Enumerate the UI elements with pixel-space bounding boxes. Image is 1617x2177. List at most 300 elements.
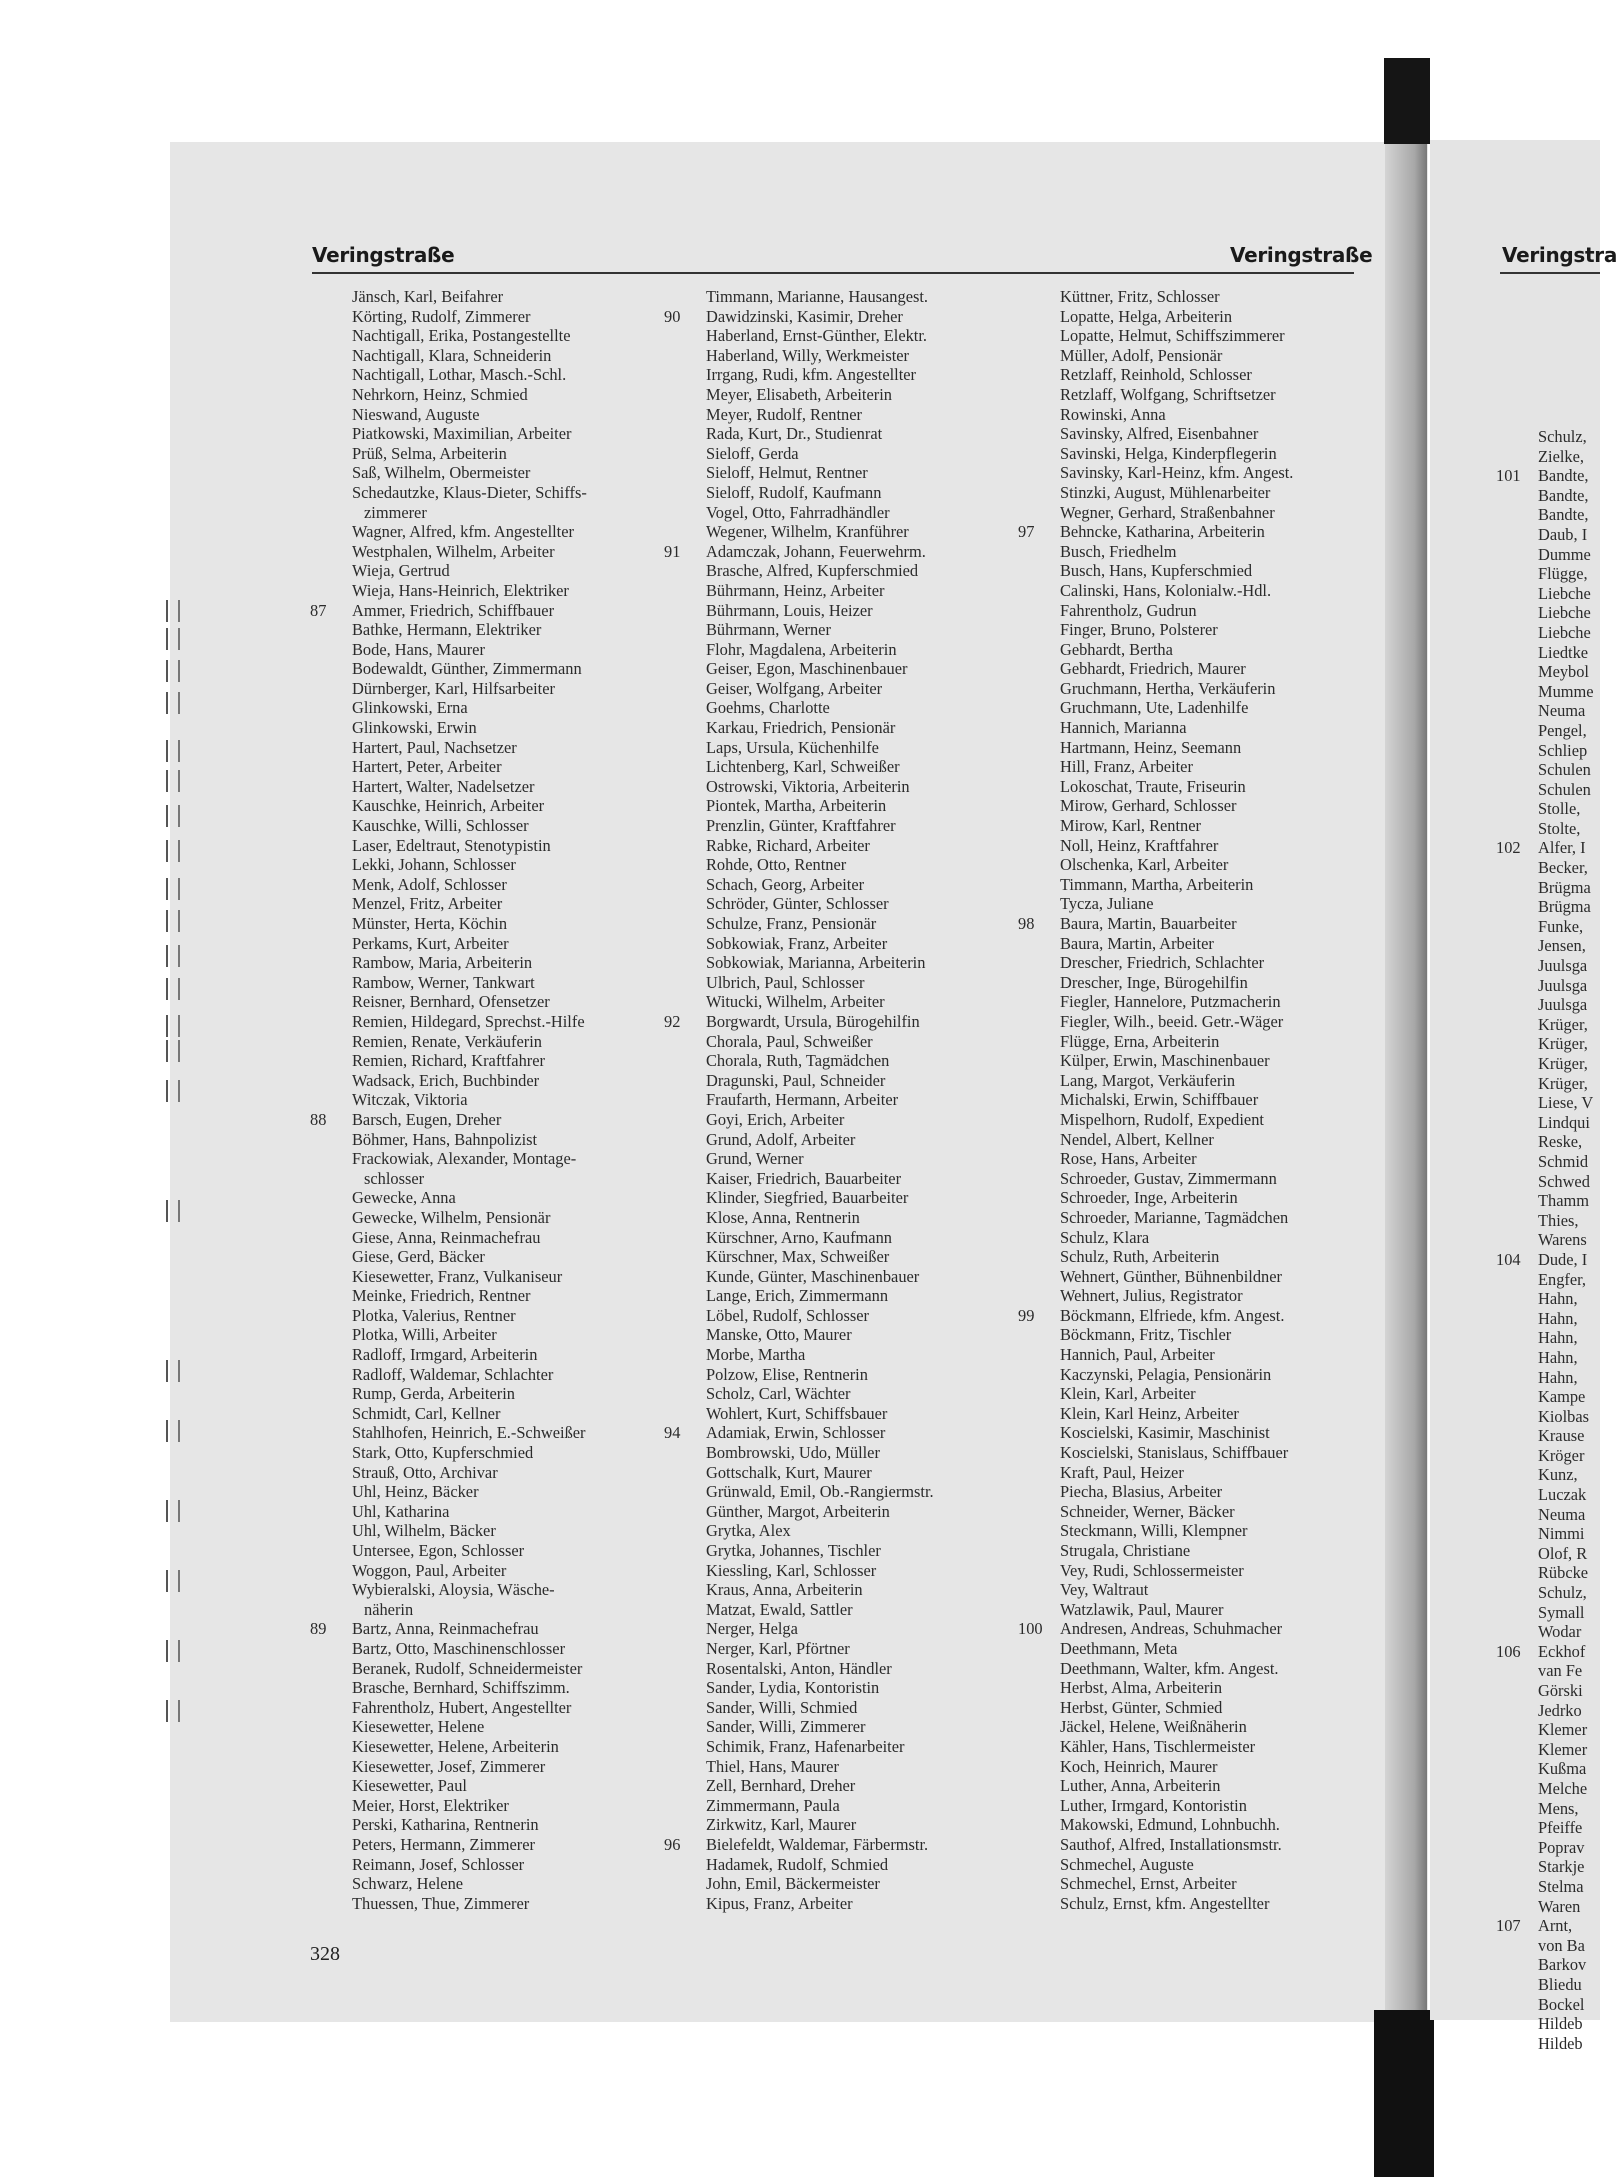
resident-entry: Reimann, Josef, Schlosser [352,1854,525,1874]
list-item [310,1267,680,1287]
resident-entry: zimmerer [364,502,427,522]
resident-entry: Juulsga [1538,975,1588,995]
list-item [1018,1188,1368,1208]
resident-entry: Daub, I [1538,524,1588,544]
resident-entry: Sander, Willi, Zimmerer [706,1717,866,1737]
resident-entry: Sobkowiak, Franz, Arbeiter [706,933,888,953]
resident-entry: Kiolbas [1538,1406,1589,1426]
list-item [1018,1678,1368,1698]
list-item [664,973,1014,993]
list-item [664,1130,1014,1150]
list-item [664,1737,1014,1757]
list-item [310,1639,680,1659]
resident-entry: Kraft, Paul, Heizer [1060,1462,1184,1482]
list-item [1018,718,1368,738]
list-item [1018,973,1368,993]
list-item [1496,1485,1616,1505]
resident-entry: Geiser, Wolfgang, Arbeiter [706,678,883,698]
resident-entry: Pfeiffe [1538,1818,1583,1838]
resident-entry: Nimmi [1538,1524,1585,1544]
list-item [1496,878,1616,898]
list-item [310,1796,680,1816]
house-number-entry [310,601,680,621]
list-item [664,483,1014,503]
house-number: 97 [1018,522,1035,542]
list-item [310,1482,680,1502]
resident-entry: Rohde, Otto, Rentner [706,855,847,875]
resident-entry: Kipus, Franz, Arbeiter [706,1893,853,1913]
resident-entry: Koscielski, Stanislaus, Schiffbauer [1060,1443,1289,1463]
list-item [1496,1191,1616,1211]
resident-entry: Rambow, Maria, Arbeiterin [352,953,533,973]
list-item [310,326,680,346]
resident-entry: Schliep [1538,740,1588,760]
list-item [1018,1286,1368,1306]
list-item [310,1874,680,1894]
house-number-entry [1496,1916,1616,1936]
house-number-entry [1496,838,1616,858]
list-item [1018,659,1368,679]
resident-entry: Liese, V [1538,1093,1594,1113]
resident-entry: Giese, Gerd, Bäcker [352,1247,485,1267]
list-item [1018,1580,1368,1600]
resident-entry: Makowski, Edmund, Lohnbuchh. [1060,1815,1280,1835]
resident-entry: Olschenka, Karl, Arbeiter [1060,855,1229,875]
resident-entry: Grund, Werner [706,1149,804,1169]
list-item [1496,1446,1616,1466]
list-item [310,1737,680,1757]
resident-entry: Wegener, Wilhelm, Kranführer [706,522,909,542]
resident-entry: von Ba [1538,1935,1585,1955]
list-item [1018,1855,1368,1875]
list-item [664,1757,1014,1777]
list-item [1496,486,1616,506]
list-item [310,1678,680,1698]
resident-entry: näherin [364,1599,414,1619]
resident-entry: Retzlaff, Reinhold, Schlosser [1060,365,1252,385]
list-item [310,1032,680,1052]
list-item [1018,601,1368,621]
resident-entry: Deethmann, Walter, kfm. Angest. [1060,1658,1279,1678]
list-item [664,796,1014,816]
list-item [1496,1740,1616,1760]
resident-entry: Meybol [1538,662,1589,682]
list-item [1496,1995,1616,2015]
resident-entry: Uhl, Wilhelm, Bäcker [352,1521,496,1541]
resident-entry: Bührmann, Heinz, Arbeiter [706,580,885,600]
resident-entry: Perkams, Kurt, Arbeiter [352,933,509,953]
list-item [1018,816,1368,836]
list-item [664,1580,1014,1600]
resident-entry: Koch, Heinrich, Maurer [1060,1756,1218,1776]
directory-column-1 [310,287,680,1913]
resident-entry: Jedrko [1538,1700,1582,1720]
resident-entry: Wybieralski, Aloysia, Wäsche- [352,1580,555,1600]
list-item [664,601,1014,621]
list-item [664,1541,1014,1561]
resident-entry: Tycza, Juliane [1060,894,1154,914]
house-number: 98 [1018,914,1035,933]
resident-entry: Westphalen, Wilhelm, Arbeiter [352,541,555,561]
list-item [310,287,680,307]
list-item [664,1815,1014,1835]
resident-entry: Vogel, Otto, Fahrradhändler [706,502,890,522]
resident-entry: Wieja, Gertrud [352,561,450,581]
resident-entry: Savinsky, Karl-Heinz, kfm. Angest. [1060,463,1294,483]
edge-mark [166,1080,180,1102]
house-number: 87 [310,600,327,620]
list-item [664,894,1014,914]
list-item [664,679,1014,699]
resident-entry: Krüger, [1538,1054,1588,1073]
list-item [664,1776,1014,1796]
resident-entry: Waren [1538,1896,1581,1916]
edge-mark [166,1015,180,1037]
resident-entry: Kunz, [1538,1465,1578,1485]
list-item [664,1267,1014,1287]
resident-entry: Schneider, Werner, Bäcker [1060,1501,1235,1521]
list-item [1496,1544,1616,1564]
list-item [1018,777,1368,797]
resident-entry: Bührmann, Werner [706,620,831,640]
list-item [664,1855,1014,1875]
list-item [1018,463,1368,483]
header-rule [312,272,1354,274]
resident-entry: Retzlaff, Wolfgang, Schriftsetzer [1060,384,1276,404]
list-item [310,1149,680,1169]
list-item [1496,897,1616,917]
list-item [664,934,1014,954]
resident-entry: Meyer, Elisabeth, Arbeiterin [706,384,892,404]
resident-entry: Bandte, [1538,466,1589,486]
list-item [1018,1071,1368,1091]
resident-entry: Behncke, Katharina, Arbeiterin [1060,522,1265,542]
resident-entry: Meier, Horst, Elektriker [352,1795,509,1815]
list-item [1018,1502,1368,1522]
book-gutter [1385,120,1427,2020]
resident-entry: Stolte, [1538,818,1581,838]
list-item [1496,1230,1616,1250]
resident-entry: Hill, Franz, Arbeiter [1060,757,1193,777]
edge-mark [166,910,180,932]
list-item [310,816,680,836]
resident-entry: Schmechel, Ernst, Arbeiter [1060,1874,1237,1894]
list-item [1496,1759,1616,1779]
list-item [664,1071,1014,1091]
resident-entry: Hartert, Peter, Arbeiter [352,757,502,777]
list-item [1496,1877,1616,1897]
resident-entry: Bockel [1538,1994,1585,2014]
resident-entry: Kraus, Anna, Arbeiterin [706,1580,863,1600]
house-number-entry [1496,1642,1616,1662]
resident-entry: Menk, Adolf, Schlosser [352,874,507,894]
list-item [1496,1387,1616,1407]
list-item [1018,1267,1368,1287]
resident-entry: Calinski, Hans, Kolonialw.-Hdl. [1060,580,1272,600]
list-item [1496,1857,1616,1877]
list-item [310,1835,680,1855]
list-item [1018,1776,1368,1796]
list-item [1496,564,1616,584]
resident-entry: Rübcke [1538,1563,1589,1583]
resident-entry: Kürschner, Arno, Kaufmann [706,1227,892,1247]
list-item [1496,1152,1616,1172]
list-item [1018,620,1368,640]
resident-entry: Liedtke [1538,642,1589,662]
list-item [1496,936,1616,956]
list-item [1496,584,1616,604]
list-item [1496,525,1616,545]
resident-entry: Nerger, Karl, Pförtner [706,1638,850,1658]
resident-entry: Gebhardt, Bertha [1060,639,1173,659]
resident-entry: Kiesewetter, Paul [352,1776,467,1796]
list-item [310,1228,680,1248]
resident-entry: Gebhardt, Friedrich, Maurer [1060,659,1246,679]
resident-entry: Engfer, [1538,1269,1587,1289]
resident-entry: Schröder, Günter, Schlosser [706,894,889,914]
list-item [310,522,680,542]
resident-entry: Starkje [1538,1857,1585,1877]
resident-entry: Strugala, Christiane [1060,1541,1191,1560]
list-item [664,659,1014,679]
resident-entry: Remien, Renate, Verkäuferin [352,1031,542,1051]
list-item [1496,1505,1616,1525]
list-item [1496,917,1616,937]
resident-entry: Kiesewetter, Helene [352,1717,485,1737]
resident-entry: Böckmann, Elfriede, kfm. Angest. [1060,1305,1285,1325]
list-item [1496,1407,1616,1427]
resident-entry: Thiel, Hans, Maurer [706,1756,839,1776]
resident-entry: Neuma [1538,701,1586,721]
list-item [1018,542,1368,562]
list-item [1496,1936,1616,1956]
resident-entry: Schmechel, Auguste [1060,1854,1194,1874]
list-item [1018,1561,1368,1581]
house-number-entry [1496,466,1616,486]
resident-entry: Thies, [1538,1210,1579,1230]
list-item [1496,1524,1616,1544]
resident-entry: Juulsga [1538,995,1588,1015]
list-item [664,1659,1014,1679]
list-item [1496,1348,1616,1368]
house-number: 107 [1496,1916,1521,1936]
resident-entry: Goyi, Erich, Arbeiter [706,1109,845,1129]
resident-entry: Chorala, Paul, Schweißer [706,1031,873,1051]
list-item [310,405,680,425]
directory-column-3 [1018,287,1368,1913]
edge-mark [166,840,180,862]
list-item [664,698,1014,718]
resident-entry: Alfer, I [1538,838,1586,858]
resident-entry: Schedautzke, Klaus-Dieter, Schiffs- [352,482,587,502]
list-item [310,1561,680,1581]
list-item [1018,1247,1368,1267]
list-item [1018,1698,1368,1718]
edge-mark [166,1360,180,1382]
resident-entry: Liebche [1538,622,1591,642]
list-item [1018,307,1368,327]
list-item [310,1541,680,1561]
resident-entry: Krause [1538,1426,1585,1446]
resident-entry: Hannich, Paul, Arbeiter [1060,1345,1215,1365]
resident-entry: Flohr, Magdalena, Arbeiterin [706,639,897,659]
resident-entry: Sobkowiak, Marianna, Arbeiterin [706,953,926,973]
list-item [664,522,1014,542]
list-item [1018,1639,1368,1659]
list-item [310,346,680,366]
resident-entry: van Fe [1538,1661,1583,1681]
list-item [310,1600,680,1620]
resident-entry: Hildeb [1538,2014,1583,2034]
list-item [664,385,1014,405]
resident-entry: Dumme [1538,544,1591,564]
list-item [1018,1835,1368,1855]
resident-entry: Klein, Karl Heinz, Arbeiter [1060,1403,1239,1423]
list-item [310,463,680,483]
list-item [664,444,1014,464]
resident-entry: Radloff, Irmgard, Arbeiterin [352,1345,538,1365]
resident-entry: Rada, Kurt, Dr., Studienrat [706,424,883,444]
resident-entry: Schulz, [1538,1583,1587,1603]
list-item [1496,1603,1616,1623]
list-item [1496,643,1616,663]
list-item [1496,2014,1616,2034]
house-number: 91 [664,541,681,561]
resident-entry: Hannich, Marianna [1060,718,1187,738]
list-item [1018,405,1368,425]
resident-entry: Görski [1538,1681,1583,1700]
edge-mark [166,1200,180,1222]
resident-entry: Zirkwitz, Karl, Maurer [706,1815,857,1835]
list-item [664,1894,1014,1914]
list-item [664,1404,1014,1424]
resident-entry: Hadamek, Rudolf, Schmied [706,1854,889,1874]
list-item [1496,1681,1616,1701]
list-item [1018,855,1368,875]
list-item [1018,444,1368,464]
resident-entry: Dürnberger, Karl, Hilfsarbeiter [352,678,555,698]
resident-entry: Andresen, Andreas, Schuhmacher [1060,1619,1283,1639]
house-number: 102 [1496,838,1521,858]
resident-entry: Grund, Adolf, Arbeiter [706,1129,856,1149]
resident-entry: Grytka, Johannes, Tischler [706,1541,881,1560]
resident-entry: Wadsack, Erich, Buchbinder [352,1070,540,1090]
list-item [310,1580,680,1600]
list-item [310,640,680,660]
edge-mark [166,692,180,714]
list-item [310,1659,680,1679]
edge-mark [166,1700,180,1722]
house-number-entry [664,542,1014,562]
list-item [1496,1054,1616,1074]
list-item [1018,1521,1368,1541]
list-item [1496,780,1616,800]
list-item [1018,1463,1368,1483]
list-item [1496,1897,1616,1917]
resident-entry: Wagner, Alfred, kfm. Angestellter [352,522,574,542]
resident-entry: Poprav [1538,1837,1585,1857]
resident-entry: Reske, [1538,1132,1583,1152]
resident-entry: Nachtigall, Klara, Schneiderin [352,345,552,365]
house-number-entry [1018,1619,1368,1639]
list-item [1018,992,1368,1012]
resident-entry: Vey, Waltraut [1060,1580,1149,1600]
list-item [1018,346,1368,366]
resident-entry: Luther, Anna, Arbeiterin [1060,1776,1221,1796]
list-item [1018,1032,1368,1052]
list-item [1018,1717,1368,1737]
resident-entry: Lindqui [1538,1112,1590,1132]
resident-entry: Deethmann, Meta [1060,1638,1178,1658]
list-item [1018,1600,1368,1620]
list-item [1018,287,1368,307]
resident-entry: Manske, Otto, Maurer [706,1325,852,1345]
list-item [1018,1796,1368,1816]
resident-entry: Luczak [1538,1485,1587,1505]
list-item [1018,796,1368,816]
list-item [310,659,680,679]
list-item [1018,757,1368,777]
list-item [310,1443,680,1463]
list-item [310,581,680,601]
resident-entry: Klinder, Siegfried, Bauarbeiter [706,1188,909,1208]
resident-entry: Noll, Heinz, Kraftfahrer [1060,835,1219,855]
list-item [1018,1365,1368,1385]
resident-entry: Wegner, Gerhard, Straßenbahner [1060,502,1275,522]
resident-entry: Schulze, Franz, Pensionär [706,914,877,933]
resident-entry: Körting, Rudolf, Zimmerer [352,306,531,326]
resident-entry: Sander, Willi, Schmied [706,1697,858,1717]
list-item [1018,326,1368,346]
edge-mark [166,805,180,827]
house-number: 89 [310,1619,327,1639]
list-item [1496,1818,1616,1838]
resident-entry: Nendel, Albert, Kellner [1060,1129,1214,1149]
edge-mark [166,1500,180,1522]
list-item [310,503,680,523]
list-item [310,1463,680,1483]
list-item [1018,483,1368,503]
resident-entry: Schroeder, Gustav, Zimmermann [1060,1168,1277,1188]
resident-entry: Bührmann, Louis, Heizer [706,600,873,620]
resident-entry: Eckhof [1538,1641,1586,1661]
list-item [1018,1815,1368,1835]
list-item [1496,427,1616,447]
resident-entry: Kähler, Hans, Tischlermeister [1060,1736,1256,1756]
list-item [664,875,1014,895]
resident-entry: Bartz, Otto, Maschinenschlosser [352,1638,566,1658]
list-item [1018,1208,1368,1228]
list-item [664,326,1014,346]
list-item [310,1325,680,1345]
resident-entry: schlosser [364,1168,425,1188]
list-item [664,1208,1014,1228]
resident-entry: Prenzlin, Günter, Kraftfahrer [706,816,896,836]
resident-entry: Lekki, Johann, Schlosser [352,855,516,875]
resident-entry: Sauthof, Alfred, Installationsmstr. [1060,1834,1282,1854]
resident-entry: Gruchmann, Ute, Ladenhilfe [1060,698,1249,718]
list-item [1496,1975,1616,1995]
list-item [664,855,1014,875]
resident-entry: Hahn, [1538,1367,1578,1387]
list-item [310,1717,680,1737]
resident-entry: Bathke, Hermann, Elektriker [352,620,542,640]
list-item [1018,1737,1368,1757]
resident-entry: Wodar [1538,1622,1582,1642]
resident-entry: Hahn, [1538,1289,1578,1309]
resident-entry: Neuma [1538,1504,1586,1524]
list-item [1496,760,1616,780]
